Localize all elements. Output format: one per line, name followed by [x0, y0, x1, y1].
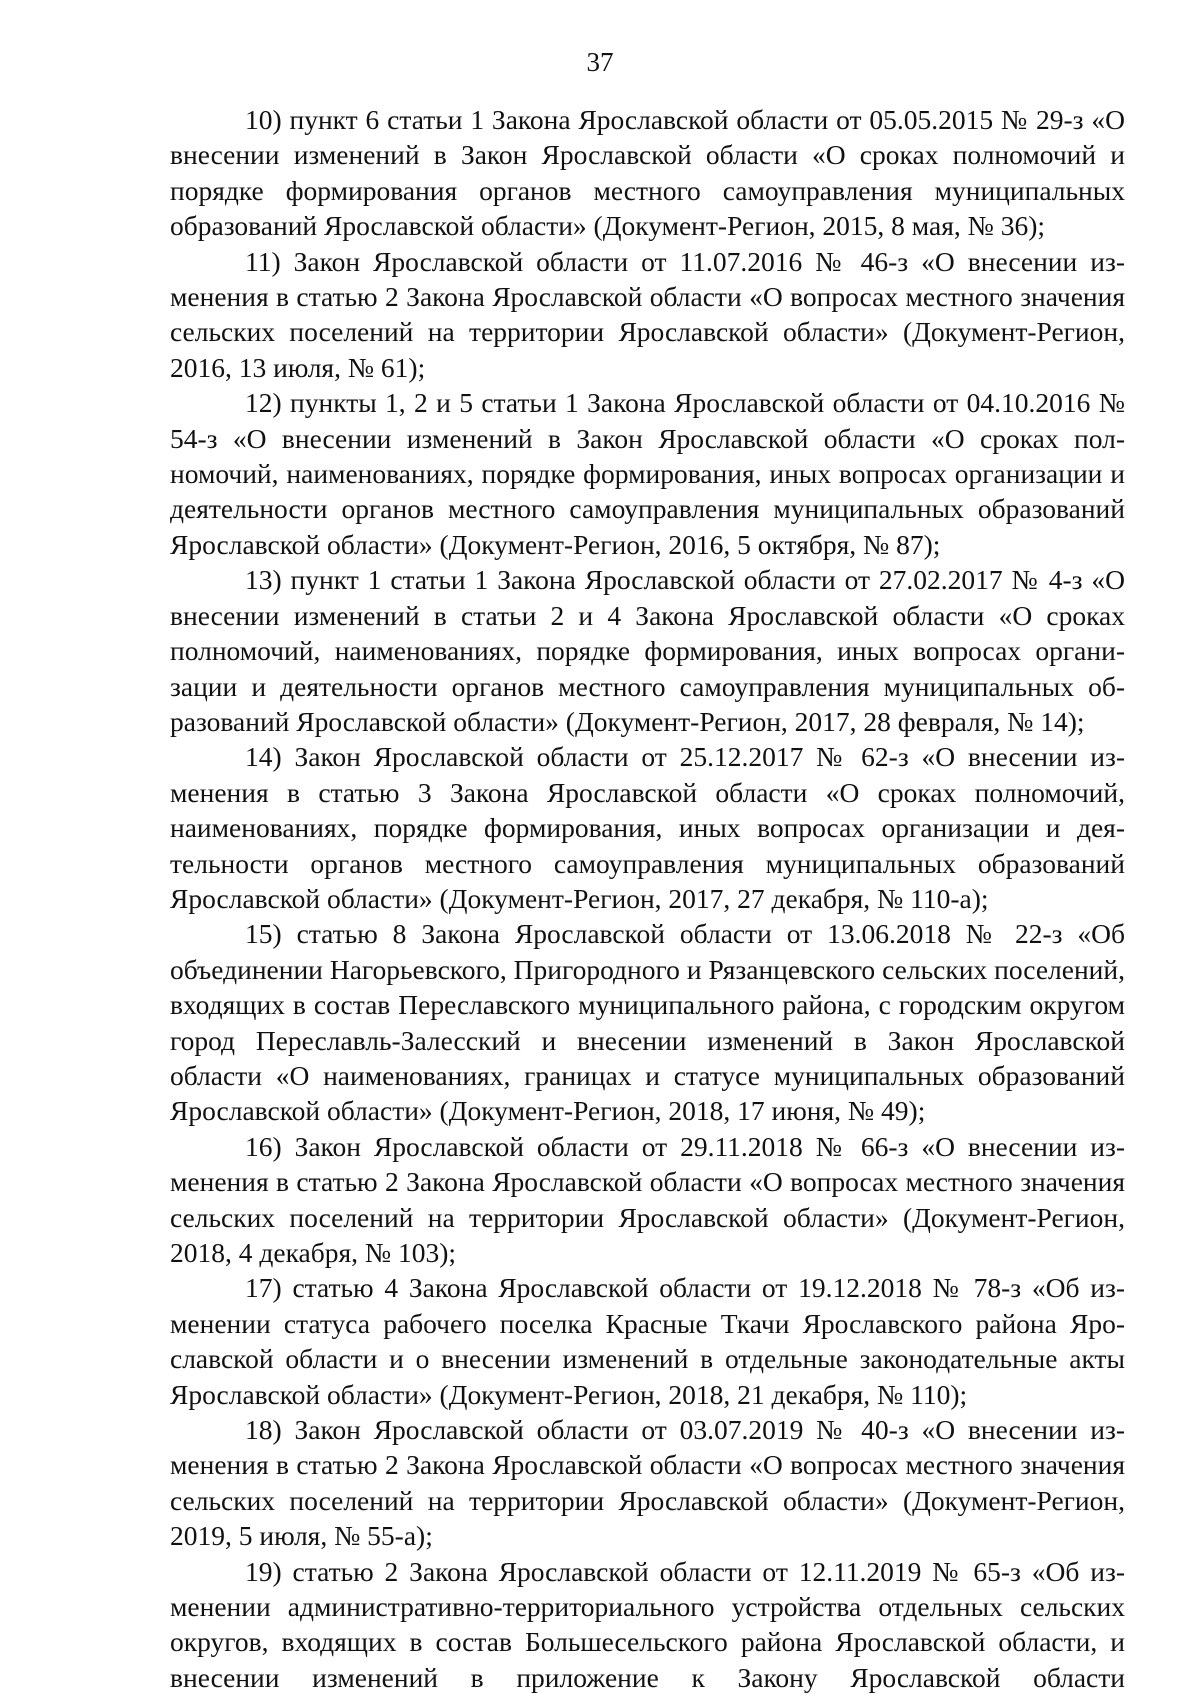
list-item-15: 15) статью 8 Закона Ярославской области от 13.06.2018 № 22-з «Об объединении Нагорьевского, Пригородного и Рязанцевского сельских поселений, входящих в состав Переславского муниципального района, с городским округом город Переславль-Залесский и внесении изменений в Закон Ярославской области «О наименованиях, границах и статусе муниципальных образований Ярославской области» (Документ-Регион, 2018, 17 июня, № 49); — [170, 918, 1125, 1127]
list-item-13: 13) пункт 1 статьи 1 Закона Ярославской области от 27.02.2017 № 4-з «О внесении изменений в статьи 2 и 4 Закона Ярославской области «О сроках полномочий, наименованиях, порядке формирования, иных вопросах организации и деятельности органов местного самоуправления муниципальных образований Ярославской области» (Документ-Регион, 2017, 28 февраля, № 14); — [170, 564, 1125, 737]
list-item-10: 10) пункт 6 статьи 1 Закона Ярославской области от 05.05.2015 № 29-з «О внесении изменений в Закон Ярославской области «О сроках полномочий и порядке формирования органов местного самоуправления муниципальных образований Ярославской области» (Документ-Регион, 2015, 8 мая, № 36); — [170, 104, 1125, 242]
page-number: 37 — [586, 47, 614, 77]
list-item-17: 17) статью 4 Закона Ярославской области от 19.12.2018 № 78-з «Об изменении статуса рабочего поселка Красные Ткачи Ярославского района Ярославской области и о внесении изменений в отдельные законодательные акты Ярославской области» (Документ-Регион, 2018, 21 декабря, № 110); — [170, 1272, 1125, 1410]
list-item-11: 11) Закон Ярославской области от 11.07.2016 № 46-з «О внесении изменения в статью 2 Закона Ярославской области «О вопросах местного значения сельских поселений на территории Ярославской области» (Документ-Регион, 2016, 13 июля, № 61); — [170, 245, 1125, 383]
list-item-19: 19) статью 2 Закона Ярославской области от 12.11.2019 № 65-з «Об изменении административно-территориального устройства отдельных сельских округов, входящих в состав Большесельского района Ярославской области, и внесении изменений в приложение к Закону Ярославской области — [170, 1555, 1125, 1693]
list-item-14: 14) Закон Ярославской области от 25.12.2017 № 62-з «О внесении изменения в статью 3 Закона Ярославской области «О сроках полномочий, наименованиях, порядке формирования, иных вопросах организации и деятельности органов местного самоуправления муниципальных образований Ярославской области» (Документ-Регион, 2017, 27 декабря, № 110-а); — [170, 741, 1125, 914]
list-item-12: 12) пункты 1, 2 и 5 статьи 1 Закона Ярославской области от 04.10.2016 № 54-з «О внесении изменений в Закон Ярославской области «О сроках полномочий, наименованиях, порядке формирования, иных вопросах организации и деятельности органов местного самоуправления муниципальных образований Ярославской области» (Документ-Регион, 2016, 5 октября, № 87); — [170, 387, 1125, 560]
list-item-18: 18) Закон Ярославской области от 03.07.2019 № 40-з «О внесении изменения в статью 2 Закона Ярославской области «О вопросах местного значения сельских поселений на территории Ярославской области» (Документ-Регион, 2019, 5 июля, № 55-а); — [170, 1414, 1125, 1552]
document-body — [170, 102, 1125, 1695]
list-item-16: 16) Закон Ярославской области от 29.11.2018 № 66-з «О внесении изменения в статью 2 Закона Ярославской области «О вопросах местного значения сельских поселений на территории Ярославской области» (Документ-Регион, 2018, 4 декабря, № 103); — [170, 1130, 1125, 1268]
